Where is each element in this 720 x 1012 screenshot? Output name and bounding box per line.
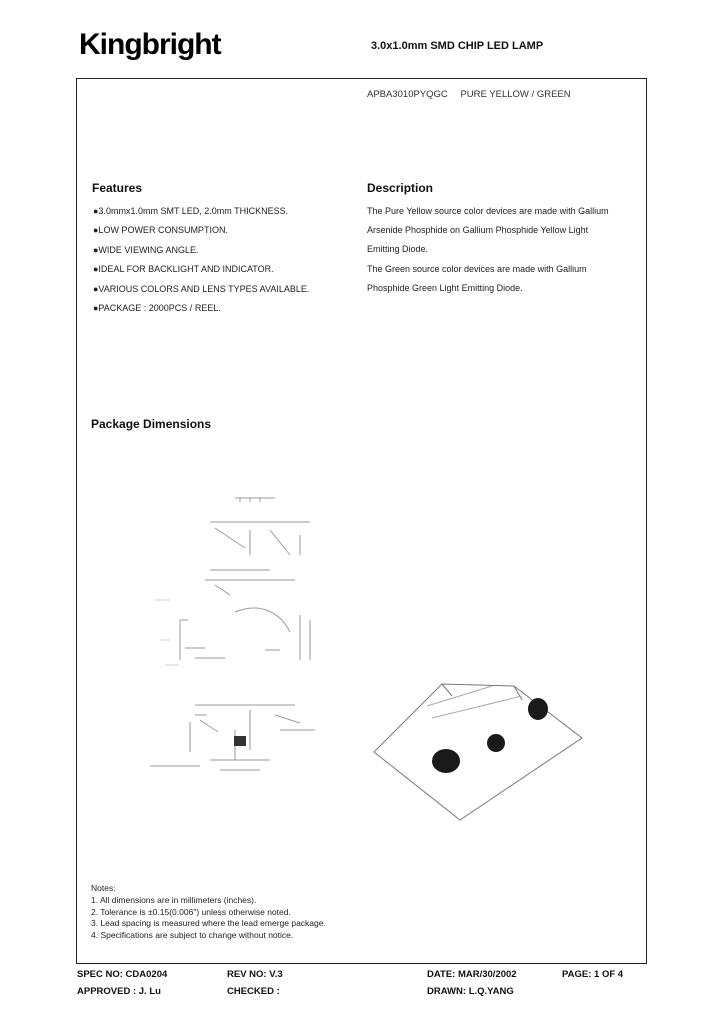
brand-logo: Kingbright	[79, 28, 221, 61]
package-heading: Package Dimensions	[91, 417, 212, 431]
spec-number: SPEC NO: CDA0204	[77, 969, 168, 980]
feature-item: ●IDEAL FOR BACKLIGHT AND INDICATOR.	[93, 264, 274, 275]
description-line: Emitting Diode.	[367, 244, 429, 255]
description-line: The Pure Yellow source color devices are made with Gallium	[367, 206, 609, 216]
board-outline	[374, 684, 582, 820]
checked-by: CHECKED :	[227, 986, 280, 997]
part-line	[367, 89, 581, 100]
feature-item: ●VARIOUS COLORS AND LENS TYPES AVAILABLE.	[93, 283, 310, 294]
part-color: PURE YELLOW / GREEN	[460, 89, 571, 100]
document-title: 3.0x1.0mm SMD CHIP LED LAMP	[371, 40, 544, 52]
document-date: DATE: MAR/30/2002	[427, 969, 517, 980]
note-item: 1. All dimensions are in millimeters (inches).	[91, 894, 257, 905]
description-line: Phosphide Green Light Emitting Diode.	[367, 282, 523, 293]
led-lens-right	[528, 698, 548, 720]
notes-block	[91, 883, 326, 942]
description-line: The Green source color devices are made with Gallium	[367, 263, 587, 274]
part-number: APBA3010PYQGC	[367, 89, 448, 100]
led-isometric-drawing	[372, 666, 592, 826]
note-item: 4. Specifications are subject to change without notice.	[91, 930, 294, 941]
drawn-by: DRAWN: L.Q.YANG	[427, 986, 514, 997]
feature-item: ●3.0mmx1.0mm SMT LED, 2.0mm THICKNESS.	[93, 206, 289, 216]
description-line: Arsenide Phosphide on Gallium Phosphide Yellow Light	[367, 225, 589, 236]
drawing-pad-mark	[234, 736, 246, 746]
features-heading: Features	[92, 181, 143, 195]
description-heading: Description	[367, 181, 434, 195]
feature-item: ●PACKAGE : 2000PCS / REEL.	[93, 303, 221, 314]
approved-by: APPROVED : J. Lu	[77, 986, 161, 997]
notes-heading: Notes:	[91, 883, 116, 893]
led-lens-center	[487, 734, 505, 752]
led-lens-left	[432, 749, 460, 773]
features-list	[93, 202, 353, 318]
description-text	[367, 202, 637, 298]
revision-number: REV NO: V.3	[227, 969, 283, 980]
dimension-drawing	[140, 490, 340, 785]
dimension-tick	[235, 498, 275, 502]
feature-item: ●LOW POWER CONSUMPTION.	[93, 225, 228, 236]
note-item: 3. Lead spacing is measured where the lead emerge package.	[91, 918, 326, 929]
feature-item: ●WIDE VIEWING ANGLE.	[93, 244, 199, 255]
note-item: 2. Tolerance is ±0.15(0.006") unless otherwise noted.	[91, 906, 291, 917]
page-indicator: PAGE: 1 OF 4	[562, 969, 624, 980]
